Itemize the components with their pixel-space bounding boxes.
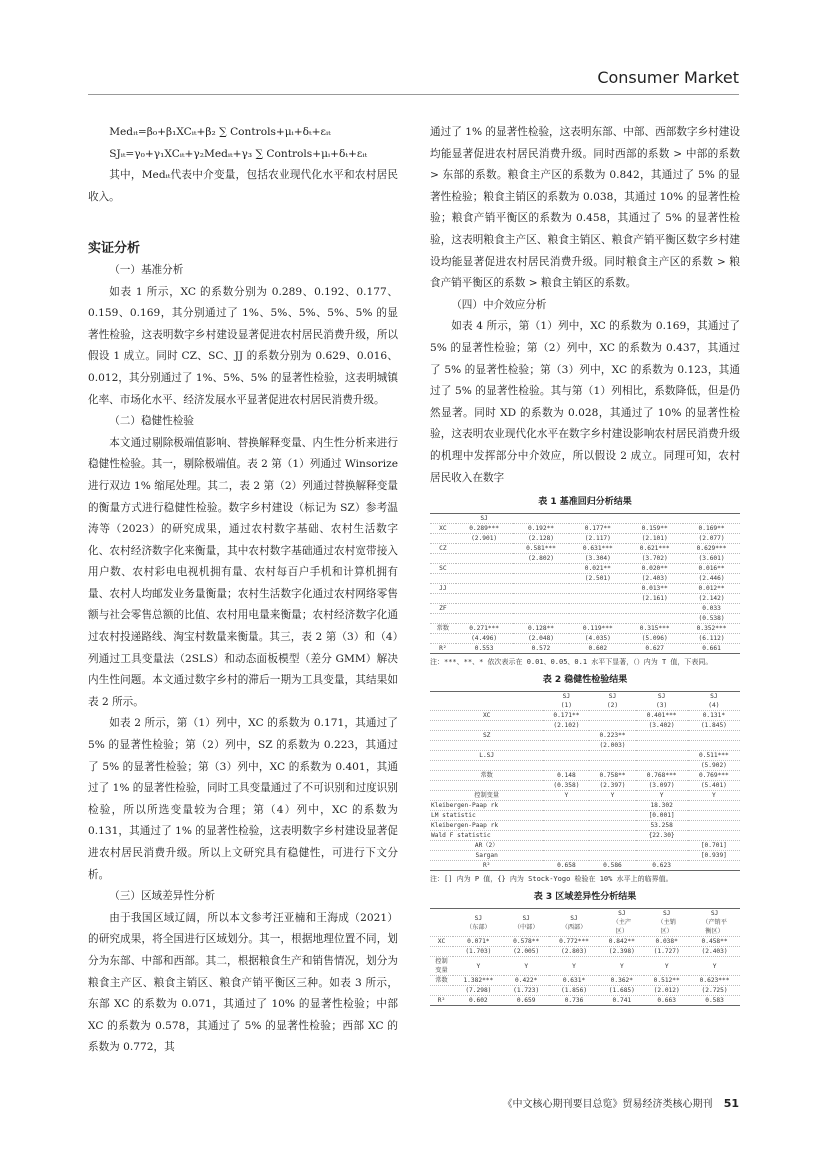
table-cell [688,831,740,841]
table-header-row [430,514,740,524]
table-cell: 0.012** [683,584,740,594]
table-row [430,634,740,644]
table-row [430,644,740,654]
table-cell: Y [688,791,740,801]
table-cell: (1.856) [549,986,600,996]
table-cell: 0.658 [543,861,589,871]
table-cell: 0.177** [569,524,626,534]
table-cell: 0.623*** [689,976,740,986]
table3-title: 表 3 区域差异性分析结果 [533,892,637,903]
table-cell: 0.362* [599,976,644,986]
table-row [430,947,740,957]
table-row-label [430,909,453,937]
table-cell [589,831,635,841]
table-header-row [430,692,740,711]
table-cell: SJ （中部） [504,909,549,937]
table-row [430,564,740,574]
paragraph-mediator-definition: 其中，Medᵢₜ代表中介变量，包括农业现代化水平和农村居民收入。 [88,169,398,203]
table-cell: (2.403) [626,574,683,584]
table-cell: SJ [456,514,513,524]
table-cell: (4.035) [569,634,626,644]
table-cell [456,564,513,574]
table-row [430,986,740,996]
table-cell [626,514,683,524]
table-cell: 0.171** [543,711,589,721]
table-cell: SJ （主产 区） [599,909,644,937]
table-cell: (2.803) [549,947,600,957]
table-cell: (2.725) [689,986,740,996]
table-cell: Y [453,957,504,976]
formula-mediator: Medᵢₜ=β₀+β₁XCᵢₜ+β₂ ∑ Controls+μᵢ+δₜ+εᵢₜ [109,126,331,138]
table-cell: 0.020** [626,564,683,574]
page-footer [503,1095,740,1110]
table-cell [456,574,513,584]
table-row-label [430,574,456,584]
table-row [430,811,740,821]
table-cell: 0.192** [513,524,570,534]
table-cell: 0.768*** [636,771,688,781]
table-row-label: R² [430,996,453,1006]
table-cell: 0.621*** [626,544,683,554]
table-cell: Y [689,957,740,976]
table-cell: Y [549,957,600,976]
table-cell: SJ (3) [636,692,688,711]
table-cell: (2.403) [689,947,740,957]
table-cell: Y [504,957,549,976]
table-cell: 0.842** [599,937,644,947]
subheading-regional: （三）区域差异性分析 [109,890,216,903]
table-cell [688,801,740,811]
table-cell: 0.016** [683,564,740,574]
table-row [430,791,740,801]
section-heading-empirical: 实证分析 [88,241,141,257]
table-cell: 0.401*** [636,711,688,721]
table-cell: 0.071* [453,937,504,947]
table-row-label: SC [430,564,456,574]
table-cell: 0.315*** [626,624,683,634]
table-cell [688,861,740,871]
table-cell: (7.298) [453,986,504,996]
table-row-label: R² [430,644,456,654]
table-cell: {22.30} [636,831,688,841]
table2-robustness [430,691,740,871]
table-cell: [0.939] [688,851,740,861]
table-row [430,751,740,761]
journal-name-header: Consumer Market [597,68,739,87]
table-cell: SJ （主销 区） [644,909,689,937]
header-rule [88,94,739,95]
table-cell: 0.223** [589,731,635,741]
table-row-label [430,614,456,624]
table-cell: (1.845) [688,721,740,731]
table-cell [688,731,740,741]
table-cell: SJ (1) [543,692,589,711]
table-cell: SJ （西部） [549,909,600,937]
table-row-label [430,634,456,644]
table-cell: 0.741 [599,996,644,1006]
table-cell [456,544,513,554]
table-cell: 0.458** [689,937,740,947]
table-row [430,534,740,544]
paragraph-regional: 由于我国区域辽阔，所以本文参考汪亚楠和王海成（2021）的研究成果，将全国进行区域划分。其一，根据地理位置不同，划分为东部、中部和西部。其二，根据粮食生产和销售情况，划分为粮食主产区、粮食主销区、粮食产销平衡区三种。如表 3 所示，东部 XC 的系数为 0.071，其通过了 10% 的显著性检验；中部 XC 的系数为 0.578，其通过了 5% 的显著性检验；西部 XC 的系数为 0.772，其 [88,911,398,1054]
table-cell [589,751,635,761]
table-cell: 0.736 [549,996,600,1006]
table-cell [569,584,626,594]
table-cell: SJ （产销平 衡区） [689,909,740,937]
table-cell [589,761,635,771]
table-row [430,721,740,731]
table-cell: 0.581*** [513,544,570,554]
table-row-label: R² [430,861,543,871]
table-cell [688,821,740,831]
table-cell: (2.398) [599,947,644,957]
table-cell: SJ （东部） [453,909,504,937]
table-cell: 0.352*** [683,624,740,634]
table-cell: 0.119*** [569,624,626,634]
table-cell: 0.553 [456,644,513,654]
table-cell [683,514,740,524]
table-row [430,861,740,871]
table-cell: (1.723) [504,986,549,996]
table-row-label [430,692,543,711]
table-cell: 0.758** [589,771,635,781]
paragraph-mediation: 如表 4 所示，第（1）列中，XC 的系数为 0.169，其通过了 5% 的显著性检验；第（2）列中，XC 的系数为 0.437，其通过了 5% 的显著性检验；第（3）列中，XC 的系数为 0.123，其通过了 5% 的显著性检验。其与第（1）列相比，系数降低，但是仍然显著。同时 XD 的系数为 0.028，其通过了 10% 的显著性检验，这表明农业现代化水平在数字乡村建设影响农村居民消费升级的机理中发挥部分中介效应，所以假设 2 成立。同理可知，农村居民收入在数字 [430,320,740,484]
table-row-label: 常数 [430,771,543,781]
table-cell: 0.128** [513,624,570,634]
table-cell [543,751,589,761]
table-row [430,771,740,781]
table-cell: 0.511*** [688,751,740,761]
right-column [430,122,740,1006]
table-cell [589,841,635,851]
table-row [430,781,740,791]
table-cell: (3.304) [569,554,626,564]
table-row [430,976,740,986]
table-cell: (0.538) [683,614,740,624]
table-cell [513,514,570,524]
table-row [430,937,740,947]
table-cell [589,711,635,721]
table-cell: 0.629*** [683,544,740,554]
table-cell [513,584,570,594]
table-cell [543,801,589,811]
table-cell: 0.169** [683,524,740,534]
table-cell: 0.659 [504,996,549,1006]
table-cell: 0.583 [689,996,740,1006]
table-cell [513,614,570,624]
table-cell: 0.271*** [456,624,513,634]
table-cell: (2.048) [513,634,570,644]
table-cell: (2.003) [589,741,635,751]
table-cell [569,614,626,624]
table-cell [513,574,570,584]
table-cell: SJ (4) [688,692,740,711]
table-row [430,801,740,811]
table-row-label: 控制 变量 [430,957,453,976]
table-cell: 0.013** [626,584,683,594]
table-cell [688,811,740,821]
table-cell: (2.128) [513,534,570,544]
table-row-label: Kleibergen-Paap rk [430,801,543,811]
table-row-label: Wald F statistic [430,831,543,841]
table-cell: 0.422* [504,976,549,986]
table-cell: (2.142) [683,594,740,604]
table-cell [636,851,688,861]
table-cell: 0.159** [626,524,683,534]
subheading-baseline: （一）基准分析 [109,263,184,276]
table-cell: 0.586 [589,861,635,871]
table-cell [543,811,589,821]
table1-note: 注：***、**、* 依次表示在 0.01、0.05、0.1 水平下显著，（）内为 T 值，下表同。 [430,658,713,667]
table-cell: 0.289*** [456,524,513,534]
table-cell [636,741,688,751]
table-cell: 0.772*** [549,937,600,947]
table-cell: Y [636,791,688,801]
table-cell: 0.578** [504,937,549,947]
table-cell [589,851,635,861]
table-cell: 0.131* [688,711,740,721]
table-row [430,841,740,851]
table-cell [589,821,635,831]
table-cell: (2.501) [569,574,626,584]
table-row [430,524,740,534]
table-cell: 0.033 [683,604,740,614]
table-row-label [430,554,456,564]
table-cell [513,564,570,574]
table-cell [513,604,570,614]
table-row [430,624,740,634]
table-cell: 0.021** [569,564,626,574]
table-cell: Y [644,957,689,976]
table-row-label [430,986,453,996]
table-cell: 0.663 [644,996,689,1006]
table-cell [569,594,626,604]
table-cell [543,821,589,831]
table-cell: (2.012) [644,986,689,996]
table-row-label: AR（2） [430,841,543,851]
table-cell: 0.512** [644,976,689,986]
table-cell: 53.258 [636,821,688,831]
table-row-label: Kleibergen-Paap rk [430,821,543,831]
table-row-label [430,514,456,524]
table-cell [513,594,570,604]
table-cell: (1.703) [453,947,504,957]
table-row-label [430,534,456,544]
table-cell: Y [543,791,589,801]
table-row-label [430,721,543,731]
table-row-label: 常数 [430,976,453,986]
table-cell: 0.602 [453,996,504,1006]
table-row-label: XC [430,937,453,947]
table-row-label: XC [430,711,543,721]
left-column [88,122,398,1059]
table-cell [589,801,635,811]
table-cell: 0.038* [644,937,689,947]
table-cell: (3.097) [636,781,688,791]
table-cell: SJ (2) [589,692,635,711]
table-cell: 0.572 [513,644,570,654]
table-row [430,996,740,1006]
table-cell [543,761,589,771]
table1-title: 表 1 基准回归分析结果 [538,497,632,508]
table-cell [626,604,683,614]
table-row-label [430,761,543,771]
table-cell: (0.358) [543,781,589,791]
paragraph-baseline: 如表 1 所示，XC 的系数分别为 0.289、0.192、0.177、0.159、0.169，其分别通过了 1%、5%、5%、5%、5% 的显著性检验，这表明数字乡村建设显著促进农村居民消费升级，所以假设 1 成立。同时 CZ、SC、JJ 的系数分别为 0.629、0.016、0.012，其分别通过了 1%、5%、5% 的显著性检验，这表明城镇化率、市场化水平、经济发展水平显著促进农村居民消费升级。 [88,285,398,406]
table-header-row [430,909,740,937]
table-row [430,731,740,741]
table-cell: (5.096) [626,634,683,644]
table-cell [688,741,740,751]
subheading-robustness: （二）稳健性检验 [109,415,194,428]
table-cell: (5.401) [688,781,740,791]
table-cell: 1.382*** [453,976,504,986]
table-cell: (2.802) [513,554,570,564]
table-cell [543,831,589,841]
table-cell: (2.005) [504,947,549,957]
table-cell: 0.661 [683,644,740,654]
table-cell: 18.302 [636,801,688,811]
table-cell [569,604,626,614]
table-cell: 0.631*** [569,544,626,554]
table-cell [589,811,635,821]
table-cell: 0.627 [626,644,683,654]
table-row [430,831,740,841]
table-row [430,554,740,564]
table-cell: Y [589,791,635,801]
table-cell: (6.112) [683,634,740,644]
table-row [430,821,740,831]
table-cell [636,761,688,771]
table-cell: 0.769*** [688,771,740,781]
table-cell [456,604,513,614]
table-row [430,574,740,584]
table-cell: (2.101) [626,534,683,544]
table-row-label [430,594,456,604]
table-cell [626,614,683,624]
table-cell [456,554,513,564]
table-cell: 0.631* [549,976,600,986]
table-cell: (3.601) [683,554,740,564]
table3-regional [430,908,740,1006]
table-cell: (1.685) [599,986,644,996]
table-cell [543,841,589,851]
table-cell [456,584,513,594]
subheading-mediation: （四）中介效应分析 [451,298,547,311]
table2-note: 注：[] 内为 P 值，{} 内为 Stock-Yogo 检验在 10% 水平上的临界值。 [430,875,673,884]
table-cell [636,841,688,851]
table-row [430,604,740,614]
table-row [430,544,740,554]
table-cell: (2.397) [589,781,635,791]
table-row [430,614,740,624]
paragraph-regional-cont: 通过了 1% 的显著性检验，这表明东部、中部、西部数字乡村建设均能显著促进农村居民消费升级。同时西部的系数 > 中部的系数 > 东部的系数。粮食主产区的系数为 0.842，其通过了 5% 的显著性检验；粮食主销区的系数为 0.038，其通过 10% 的显著性检验；粮食产销平衡区的系数为 0.458，其通过了 5% 的显著性检验，这表明粮食主产区、粮食主销区、粮食产销平衡区数字乡村建设均能显著促进农村居民消费升级。同时粮食主产区的系数 > 粮食产销平衡区的系数 > 粮食主销区的系数。 [430,126,740,290]
table-cell: 0.148 [543,771,589,781]
table-cell: (3.402) [636,721,688,731]
table-cell: Y [599,957,644,976]
table-row-label: ZF [430,604,456,614]
table-cell [456,614,513,624]
page-number: 51 [723,1097,739,1110]
paragraph-robustness-method: 本文通过剔除极端值影响、替换解释变量、内生性分析来进行稳健性检验。其一，剔除极端值。表 2 第（1）列通过 Winsorize 进行双边 1% 缩尾处理。其二，表 2 第（2）列通过替换解释变量的衡量方式进行稳健性检验。数字乡村建设（标记为 SZ）参考温涛等（2023）的研究成果，通过农村数字基础、农村生活数字化、农村经济数字化来衡量，其中农村数字基础通过农村宽带接入用户数、农村彩电电视机拥有量、农村每百户手机和计算机拥有量、农村人均邮发业务量衡量；农村生活数字化通过农村网络零售额与社会零售总额的比值、农村用电量来衡量；农村经济数字化通过农村投递路线、淘宝村数量来衡量。其三，表 2 第（3）和（4）列通过工具变量法（2SLS）和动态面板模型（差分 GMM）解决内生性问题。本文通过数字乡村的滞后一期为工具变量，其结果如表 2 所示。 [88,436,398,708]
table1-baseline [430,513,740,654]
table-row [430,711,740,721]
table-row [430,957,740,976]
table-row-label: 控制变量 [430,791,543,801]
table-row [430,761,740,771]
table-row-label: L.SJ [430,751,543,761]
table-row-label [430,741,543,751]
table-cell: [0.001] [636,811,688,821]
table-row-label: LM statistic [430,811,543,821]
table-cell: (4.496) [456,634,513,644]
table-row-label: 常数 [430,624,456,634]
table-row-label: CZ [430,544,456,554]
table-cell [456,594,513,604]
table-cell: (2.117) [569,534,626,544]
table-cell [636,731,688,741]
table-cell: (5.902) [688,761,740,771]
table2-title: 表 2 稳健性检验结果 [542,675,628,686]
table-cell [543,741,589,751]
paragraph-robustness-result: 如表 2 所示，第（1）列中，XC 的系数为 0.171，其通过了 5% 的显著性检验；第（2）列中，SZ 的系数为 0.223，其通过了 5% 的显著性检验；第（3）列中，XC 的系数为 0.401，其通过了 1% 的显著性检验，同时工具变量通过了不可识别和过度识别检验，所以所选变量较为合理；第（4）列中，XC 的系数为 0.131，其通过了 1% 的显著性检验，这表明数字乡村建设显著促进农村居民消费升级。所以上文研究具有稳健性，可进行下文分析。 [88,717,398,881]
table-cell [543,731,589,741]
table-cell [636,751,688,761]
table-cell: (2.161) [626,594,683,604]
table-cell [589,721,635,731]
footer-journal: 《中文核心期刊要目总览》贸易经济类核心期刊 [502,1099,713,1110]
table-row [430,741,740,751]
table-row [430,851,740,861]
table-row-label [430,947,453,957]
table-cell: (2.102) [543,721,589,731]
table-row-label: JJ [430,584,456,594]
table-cell: (3.702) [626,554,683,564]
table-row [430,584,740,594]
table-row-label: Sargan [430,851,543,861]
table-cell: 0.623 [636,861,688,871]
table-cell: (2.077) [683,534,740,544]
table-row-label [430,781,543,791]
table-cell [569,514,626,524]
table-row [430,594,740,604]
table-cell: (2.446) [683,574,740,584]
table-cell [543,851,589,861]
formula-outcome: SJᵢₜ=γ₀+γ₁XCᵢₜ+γ₂Medᵢₜ+γ₃ ∑ Controls+μᵢ+δₜ+εᵢₜ [109,147,368,160]
table-cell: [0.701] [688,841,740,851]
table-cell: (2.901) [456,534,513,544]
table-cell: 0.602 [569,644,626,654]
table-cell: (1.727) [644,947,689,957]
table-row-label: XC [430,524,456,534]
table-row-label: SZ [430,731,543,741]
